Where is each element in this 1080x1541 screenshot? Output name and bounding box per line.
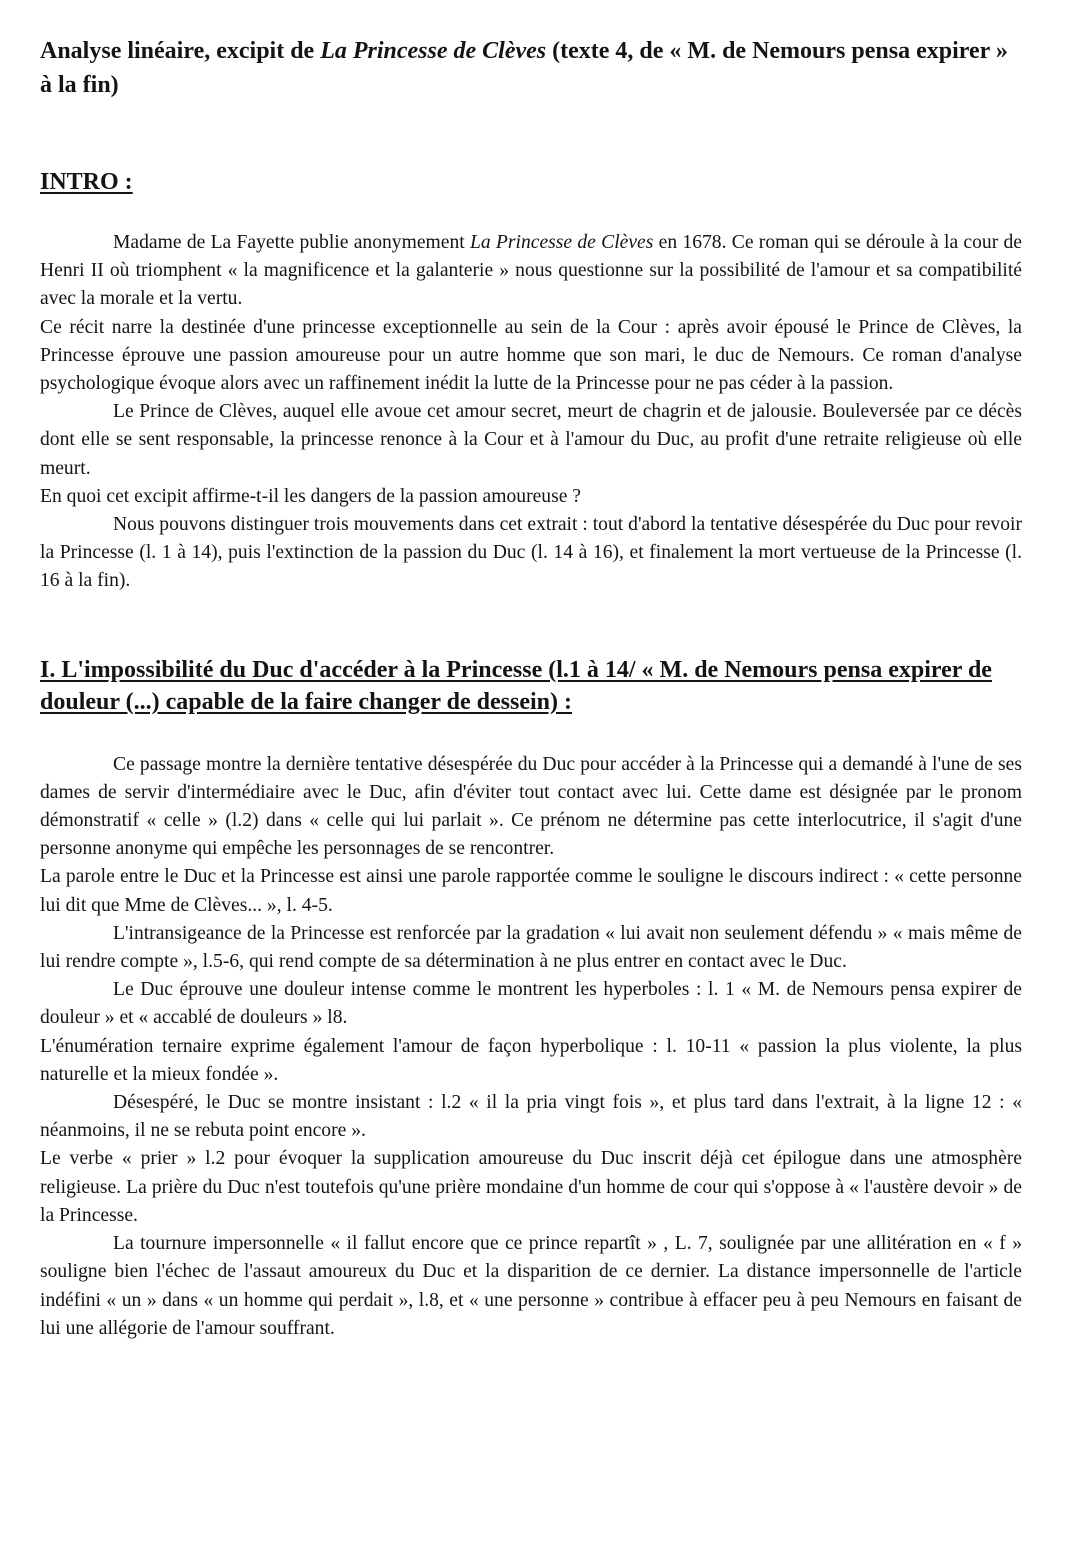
part1-heading: I. L'impossibilité du Duc d'accéder à la Princesse (l.1 à 14/ « M. de Nemours pensa expirer de douleur (...) capable de la faire changer de dessein) : — [40, 656, 992, 715]
part1-paragraph-7: Le verbe « prier » l.2 pour évoquer la supplication amoureuse du Duc inscrit déjà cet épilogue dans une atmosphère religieuse. La prière du Duc n'est toutefois qu'une prière mondaine d'un homme de cour qui s'oppose à « l'austère devoir » de la Princesse. — [40, 1148, 1022, 1226]
part1-paragraph-2: La parole entre le Duc et la Princesse est ainsi une parole rapportée comme le souligne le discours indirect : « cette personne lui dit que Mme de Clèves... », l. 4-5. — [40, 866, 1022, 916]
intro-paragraph-1 — [40, 229, 1022, 314]
intro-paragraph-2: Ce récit narre la destinée d'une princesse exceptionnelle au sein de la Cour : après avoir épousé le Prince de Clèves, la Princesse éprouve une passion amoureuse pour un autre homme que son mari, le duc de Nemours. Ce roman d'analyse psychologique évoque alors avec un raffinement inédit la lutte de la Princesse pour ne pas céder à la passion. — [40, 316, 1022, 395]
intro-p1-a: Madame de La Fayette publie anonymement — [113, 232, 470, 253]
intro-section — [40, 229, 1022, 596]
intro-heading: INTRO : — [40, 169, 133, 195]
part1-section — [40, 751, 1022, 1343]
part1-paragraph-4: Le Duc éprouve une douleur intense comme le montrent les hyperboles : l. 1 « M. de Nemours pensa expirer de douleur » et « accablé de douleurs » l8. — [40, 979, 1022, 1029]
title-prefix: Analyse linéaire, excipit de — [40, 38, 321, 64]
part1-paragraph-5: L'énumération ternaire exprime également l'amour de façon hyperbolique : l. 10-11 « passion la plus violente, la plus naturelle et la mieux fondée ». — [40, 1035, 1022, 1085]
title-suffix: (texte 4, de « M. de Nemours pensa expirer » à la fin) — [40, 38, 1008, 98]
part1-paragraph-8: La tournure impersonnelle « il fallut encore que ce prince repartît » , L. 7, soulignée par une allitération en « f » souligne bien l'échec de l'assaut amoureux du Duc et la disparition de ce dernier. La distance impersonnelle de l'article indéfini « un » dans « un homme qui perdait », l.8, et « une personne » contribue à effacer peu à peu Nemours en faisant de lui une allégorie de l'amour souffrant. — [40, 1233, 1022, 1339]
part1-paragraph-1: Ce passage montre la dernière tentative désespérée du Duc pour accéder à la Princesse qui a demandé à l'une de ses dames de servir d'intermédiaire avec le Duc, afin d'éviter tout contact avec lui. Cette dame est désignée par le pronom démonstratif « celle » (l.2) dans « celle qui lui parlait ». Ce prénom ne détermine pas cette interlocutrice, il s'agit d'une personne anonyme qui empêche les personnages de se rencontrer. — [40, 753, 1022, 860]
intro-paragraph-3: Le Prince de Clèves, auquel elle avoue cet amour secret, meurt de chagrin et de jalousie. Bouleversée par ce décès dont elle se sent responsable, la princesse renonce à la Cour et à l'amour du Duc, au profit d'une retraite religieuse où elle meurt. — [40, 401, 1022, 479]
document-title — [40, 34, 1022, 102]
title-work: La Princesse de Clèves — [320, 38, 547, 64]
intro-p1-b: en 1678. Ce roman qui se déroule à la cour de Henri II où triomphent « la magnificence et la galanterie » nous questionne sur la possibilité de l'amour et sa compatibilité avec la morale et la vertu. — [40, 232, 1022, 310]
part1-paragraph-6: Désespéré, le Duc se montre insistant : l.2 « il la pria vingt fois », et plus tard dans l'extrait, à la ligne 12 : « néanmoins, il ne se rebuta point encore ». — [40, 1092, 1022, 1142]
intro-paragraph-plan: Nous pouvons distinguer trois mouvements dans cet extrait : tout d'abord la tentative désespérée du Duc pour revoir la Princesse (l. 1 à 14), puis l'extinction de la passion du Duc (l. 14 à 16), et finalement la mort vertueuse de la Princesse (l. 16 à la fin). — [40, 514, 1022, 592]
part1-paragraph-3: L'intransigeance de la Princesse est renforcée par la gradation « lui avait non seulement défendu » « mais même de lui rendre compte », l.5-6, qui rend compte de sa détermination à ne plus entrer en contact avec le Duc. — [40, 922, 1022, 973]
intro-problematique: En quoi cet excipit affirme-t-il les dangers de la passion amoureuse ? — [40, 485, 581, 507]
intro-p1-work: La Princesse de Clèves — [469, 232, 654, 253]
